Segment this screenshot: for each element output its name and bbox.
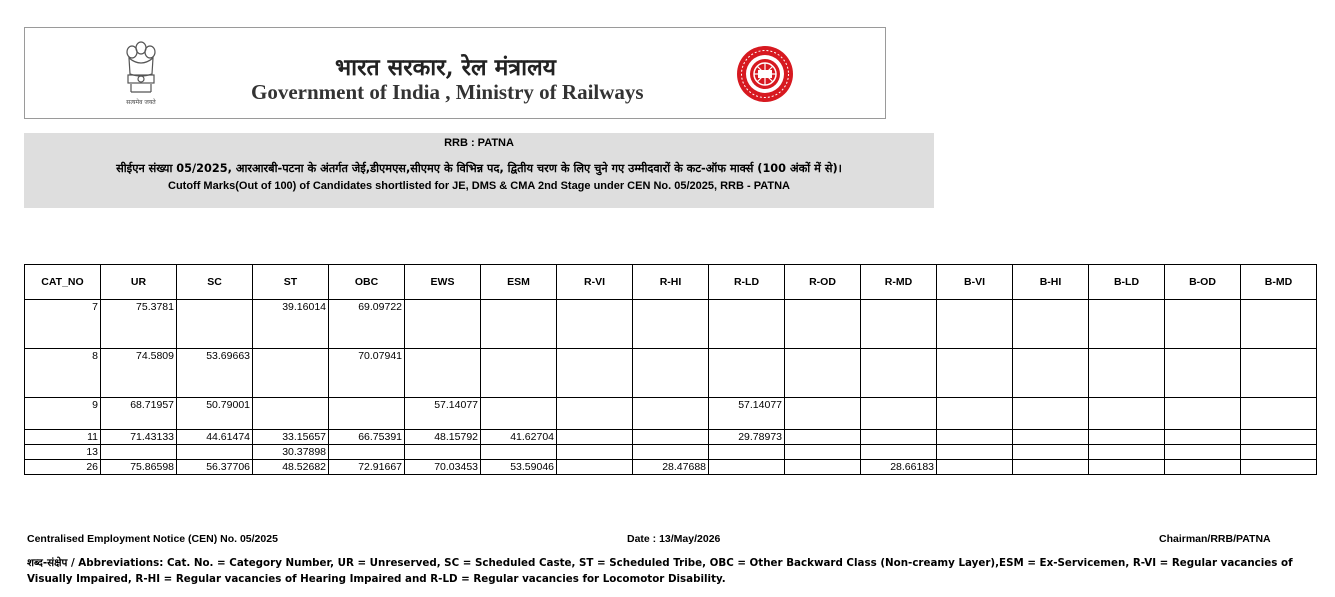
table-cell bbox=[1165, 430, 1241, 445]
table-cell: 29.78973 bbox=[709, 430, 785, 445]
table-cell bbox=[1089, 460, 1165, 475]
table-cell bbox=[1241, 445, 1317, 460]
table-cell bbox=[937, 349, 1013, 398]
table-cell bbox=[481, 300, 557, 349]
table-cell bbox=[101, 445, 177, 460]
table-cell: 44.61474 bbox=[177, 430, 253, 445]
table-cell bbox=[1013, 349, 1089, 398]
heading-hindi: सीईएन संख्या 05/2025, आरआरबी-पटना के अंतर्गत जेई,डीएमएस,सीएमए के विभिन्न पद, द्वितीय चरण के लिए चुने गए उम्मीदवारों के कट-ऑफ मार्क्स (100 अंकों में से)। bbox=[116, 162, 842, 175]
table-cell bbox=[785, 300, 861, 349]
table-cell bbox=[785, 445, 861, 460]
table-cell bbox=[329, 398, 405, 430]
table-cell bbox=[937, 460, 1013, 475]
table-cell: 70.07941 bbox=[329, 349, 405, 398]
table-cell: 57.14077 bbox=[709, 398, 785, 430]
table-cell bbox=[557, 460, 633, 475]
table-cell: 74.5809 bbox=[101, 349, 177, 398]
title-english: Government of India , Ministry of Railways bbox=[251, 80, 644, 104]
table-cell bbox=[1165, 460, 1241, 475]
table-cell bbox=[633, 300, 709, 349]
column-header: ST bbox=[253, 265, 329, 300]
table-cell bbox=[1089, 398, 1165, 430]
table-cell bbox=[861, 349, 937, 398]
table-cell bbox=[1089, 430, 1165, 445]
table-cell bbox=[557, 430, 633, 445]
column-header: R-OD bbox=[785, 265, 861, 300]
table-cell bbox=[557, 398, 633, 430]
table-cell bbox=[785, 398, 861, 430]
table-cell: 28.47688 bbox=[633, 460, 709, 475]
table-cell: 8 bbox=[25, 349, 101, 398]
table-cell bbox=[1013, 445, 1089, 460]
table-cell: 33.15657 bbox=[253, 430, 329, 445]
table-cell bbox=[177, 445, 253, 460]
cen-number: Centralised Employment Notice (CEN) No. 05/2025 bbox=[27, 533, 278, 545]
table-cell bbox=[1013, 398, 1089, 430]
table-cell bbox=[1241, 430, 1317, 445]
table-cell: 57.14077 bbox=[405, 398, 481, 430]
table-cell bbox=[1241, 398, 1317, 430]
notice-heading-band bbox=[24, 133, 934, 208]
table-cell bbox=[557, 445, 633, 460]
table-cell bbox=[633, 349, 709, 398]
column-header: EWS bbox=[405, 265, 481, 300]
table-cell: 69.09722 bbox=[329, 300, 405, 349]
table-row bbox=[25, 430, 1317, 445]
column-header: R-LD bbox=[709, 265, 785, 300]
table-cell bbox=[481, 349, 557, 398]
column-header: B-VI bbox=[937, 265, 1013, 300]
table-cell bbox=[177, 300, 253, 349]
table-cell bbox=[861, 430, 937, 445]
column-header: ESM bbox=[481, 265, 557, 300]
table-cell: 53.69663 bbox=[177, 349, 253, 398]
table-row bbox=[25, 349, 1317, 398]
column-header: UR bbox=[101, 265, 177, 300]
table-cell: 28.66183 bbox=[861, 460, 937, 475]
signatory: Chairman/RRB/PATNA bbox=[1159, 533, 1271, 545]
table-cell bbox=[709, 445, 785, 460]
table-cell bbox=[1013, 460, 1089, 475]
table-cell: 30.37898 bbox=[253, 445, 329, 460]
table-cell: 11 bbox=[25, 430, 101, 445]
table-cell bbox=[253, 349, 329, 398]
table-cell bbox=[709, 460, 785, 475]
table-row bbox=[25, 445, 1317, 460]
table-cell: 48.15792 bbox=[405, 430, 481, 445]
table-cell bbox=[1241, 460, 1317, 475]
column-header: B-OD bbox=[1165, 265, 1241, 300]
table-cell bbox=[785, 460, 861, 475]
table-cell bbox=[861, 300, 937, 349]
letterhead bbox=[24, 27, 886, 119]
column-header: R-MD bbox=[861, 265, 937, 300]
table-cell: 48.52682 bbox=[253, 460, 329, 475]
table-cell bbox=[937, 430, 1013, 445]
table-row bbox=[25, 398, 1317, 430]
heading-english: Cutoff Marks(Out of 100) of Candidates shortlisted for JE, DMS & CMA 2nd Stage under CEN No. 05/2025, RRB - PATNA bbox=[168, 180, 790, 192]
table-cell bbox=[1241, 349, 1317, 398]
table-cell bbox=[785, 349, 861, 398]
table-cell bbox=[405, 300, 481, 349]
abbreviations-note: शब्द-संक्षेप / Abbreviations: Cat. No. = Category Number, UR = Unreserved, SC = Scheduled Caste, ST = Scheduled Tribe, OBC = Other Backward Class (Non-creamy Layer),ESM = Ex-Servicemen, R-VI = Regular vacancies of Visually Impaired, R-HI = Regular vacancies of Hearing Impaired and R-LD = Regular vacancies for Locomotor Disability. bbox=[27, 557, 1293, 585]
table-row bbox=[25, 460, 1317, 475]
table-cell bbox=[937, 398, 1013, 430]
table-cell: 72.91667 bbox=[329, 460, 405, 475]
column-header: SC bbox=[177, 265, 253, 300]
notice-date: Date : 13/May/2026 bbox=[627, 533, 721, 545]
table-cell bbox=[785, 430, 861, 445]
table-cell: 13 bbox=[25, 445, 101, 460]
table-cell: 7 bbox=[25, 300, 101, 349]
table-cell bbox=[1013, 300, 1089, 349]
table-cell bbox=[937, 300, 1013, 349]
table-cell bbox=[481, 398, 557, 430]
column-header: B-HI bbox=[1013, 265, 1089, 300]
table-cell: 41.62704 bbox=[481, 430, 557, 445]
table-cell bbox=[1165, 300, 1241, 349]
table-cell bbox=[709, 300, 785, 349]
indian-railways-logo-icon bbox=[736, 45, 794, 103]
table-cell bbox=[1089, 349, 1165, 398]
table-cell: 68.71957 bbox=[101, 398, 177, 430]
table-cell: 75.3781 bbox=[101, 300, 177, 349]
table-cell bbox=[1089, 300, 1165, 349]
column-header: R-HI bbox=[633, 265, 709, 300]
table-cell bbox=[633, 430, 709, 445]
column-header: B-MD bbox=[1241, 265, 1317, 300]
table-cell bbox=[861, 398, 937, 430]
national-emblem-icon bbox=[121, 38, 161, 110]
table-cell: 50.79001 bbox=[177, 398, 253, 430]
cutoff-marks-table bbox=[24, 264, 1317, 475]
table-cell bbox=[861, 445, 937, 460]
table-cell: 9 bbox=[25, 398, 101, 430]
table-cell bbox=[709, 349, 785, 398]
emblem-caption: सत्यमेव जयते bbox=[126, 99, 156, 106]
table-cell bbox=[1241, 300, 1317, 349]
table-cell bbox=[1165, 398, 1241, 430]
table-cell bbox=[1013, 430, 1089, 445]
table-header-row bbox=[25, 265, 1317, 300]
column-header: R-VI bbox=[557, 265, 633, 300]
title-hindi: भारत सरकार, रेल मंत्रालय bbox=[335, 54, 556, 81]
table-cell: 66.75391 bbox=[329, 430, 405, 445]
column-header: B-LD bbox=[1089, 265, 1165, 300]
rrb-label: RRB : PATNA bbox=[444, 137, 514, 149]
table-cell bbox=[405, 349, 481, 398]
table-cell bbox=[1165, 349, 1241, 398]
table-cell: 71.43133 bbox=[101, 430, 177, 445]
table-row bbox=[25, 300, 1317, 349]
table-cell: 53.59046 bbox=[481, 460, 557, 475]
table-cell bbox=[1165, 445, 1241, 460]
table-cell bbox=[405, 445, 481, 460]
table-cell bbox=[329, 445, 405, 460]
table-cell bbox=[557, 349, 633, 398]
table-cell bbox=[633, 398, 709, 430]
table-cell bbox=[937, 445, 1013, 460]
table-cell: 70.03453 bbox=[405, 460, 481, 475]
table-cell: 39.16014 bbox=[253, 300, 329, 349]
table-cell bbox=[557, 300, 633, 349]
table-cell bbox=[633, 445, 709, 460]
column-header: CAT_NO bbox=[25, 265, 101, 300]
table-cell bbox=[1089, 445, 1165, 460]
column-header: OBC bbox=[329, 265, 405, 300]
table-cell: 26 bbox=[25, 460, 101, 475]
table-cell bbox=[481, 445, 557, 460]
table-cell: 56.37706 bbox=[177, 460, 253, 475]
table-cell bbox=[253, 398, 329, 430]
table-cell: 75.86598 bbox=[101, 460, 177, 475]
